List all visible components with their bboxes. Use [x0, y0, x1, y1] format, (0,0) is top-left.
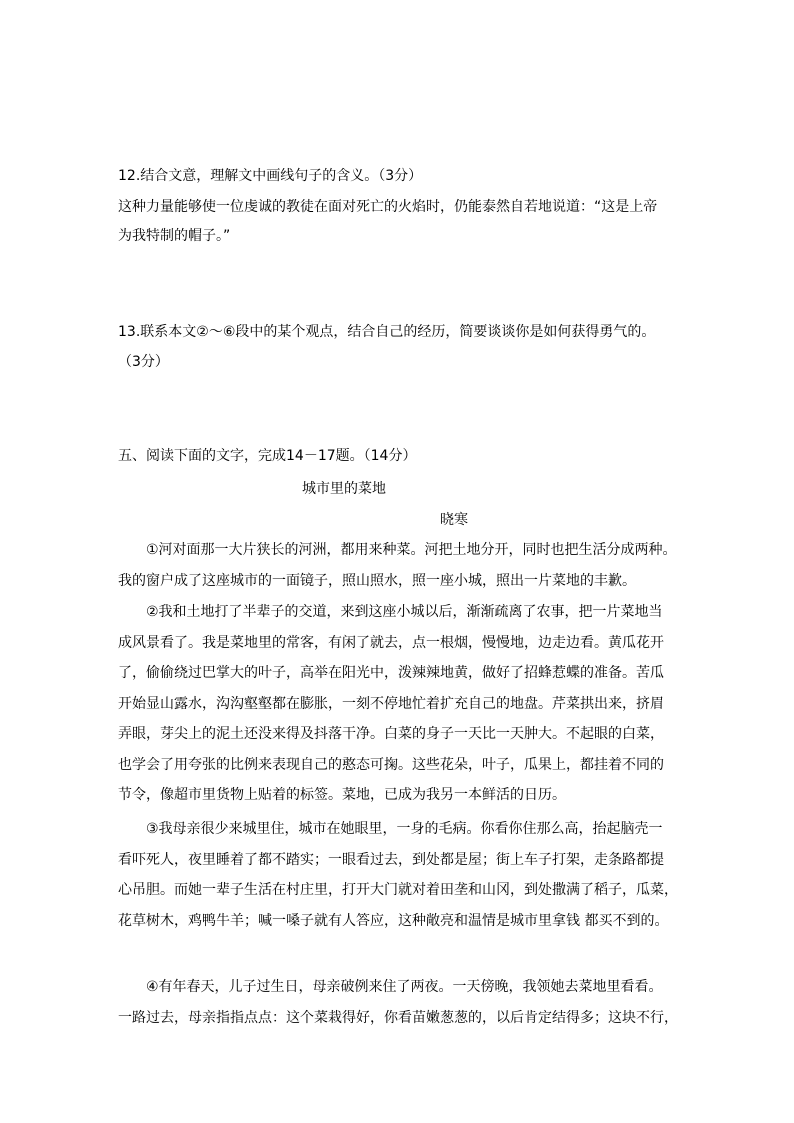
- question-12-quote-line-2: 为我特制的帽子。”: [118, 228, 231, 244]
- paragraph-line: 一路过去，母亲指指点点：这个菜栽得好，你看苗嫩葱葱的，以后肯定结得多；这块不行，: [118, 1009, 678, 1026]
- paragraph-3: [118, 814, 688, 936]
- question-12-quote-line-1: 这种力量能够使一位虔诚的教徒在面对死亡的火焰时，仍能泰然自若地说道：“这是上帝: [118, 199, 658, 215]
- paragraph-line: 开始显山露水，沟沟壑壑都在膨胀，一刻不停地忙着扩充自己的地盘。芹菜拱出来，挤眉: [118, 695, 664, 712]
- question-12-prompt: 12.结合文意，理解文中画线句子的含义。（3分）: [118, 168, 423, 184]
- paragraph-line: ③我母亲很少来城里住，城市在她眼里，一身的毛病。你看你住那么高，抬起脑壳一: [146, 821, 663, 837]
- paragraph-line: 弄眼，芽尖上的泥土还没来得及抖落干净。白菜的身子一天比一天肿大。不起眼的白菜，: [118, 726, 664, 742]
- section-5-heading: 五、阅读下面的文字，完成14－17题。（14分）: [118, 448, 417, 464]
- paragraph-line: 花草树木，鸡鸭牛羊；喊一嗓子就有人答应，这种敞亮和温情是城市里拿钱 都买不到的。: [118, 912, 669, 929]
- paragraph-line: 心吊胆。而她一辈子生活在村庄里，打开大门就对着田垄和山冈，到处撒满了稻子，瓜菜，: [118, 882, 678, 898]
- paragraph-line: 节令，像超市里货物上贴着的标签。菜地，已成为我另一本鲜活的日历。: [118, 787, 566, 803]
- paragraph-line: 了，偷偷绕过巴掌大的叶子，高举在阳光中，泼辣辣地黄，做好了招蜂惹蝶的准备。苦瓜: [118, 665, 664, 681]
- paragraph-line: 看吓死人，夜里睡着了都不踏实；一眼看过去，到处都是屋；街上车子打架，走条路都提: [118, 851, 664, 868]
- paragraph-4: [118, 972, 688, 1033]
- paragraph-line: 成风景看了。我是菜地里的常客，有闲了就去，点一根烟，慢慢地，边走边看。黄瓜花开: [118, 634, 664, 651]
- paragraph-line: ④有年春天，儿子过生日，母亲破例来住了两夜。一天傍晚，我领她去菜地里看看。: [146, 979, 663, 995]
- paragraph-1: [118, 535, 688, 596]
- paragraph-line: 也学会了用夸张的比例来表现自己的憨态可掬。这些花朵，叶子，瓜果上，都挂着不同的: [118, 756, 664, 773]
- paragraph-line: ①河对面那一大片狭长的河洲，都用来种菜。河把土地分开，同时也把生活分成两种。: [146, 542, 677, 558]
- paragraph-line: ②我和土地打了半辈子的交道，来到这座小城以后，渐渐疏离了农事，把一片菜地当: [146, 604, 663, 620]
- article-title: 城市里的菜地: [302, 481, 386, 497]
- article-author: 晓寒: [440, 512, 468, 528]
- question-13-prompt-line-1: 13.联系本文②～⑥段中的某个观点，结合自己的经历，简要谈谈你是如何获得勇气的。: [118, 324, 656, 340]
- paragraph-2: [118, 597, 688, 811]
- paragraph-line: 我的窗户成了这座城市的一面镜子，照山照水，照一座小城，照出一片菜地的丰歉。: [118, 572, 636, 589]
- question-13-prompt-line-2: （3分）: [118, 354, 169, 370]
